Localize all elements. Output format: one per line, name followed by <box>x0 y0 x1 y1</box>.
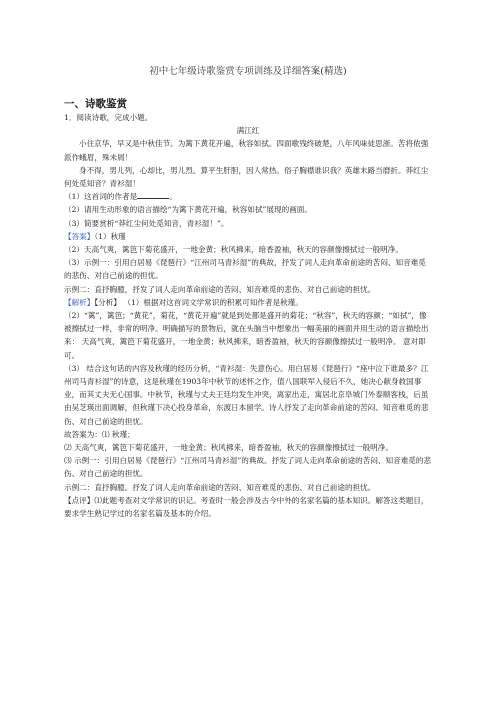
analysis-3: （3） 结合这句话的内容及秋瑾的经历分析，“青衫湿：失意伤心。用白居易《琵琶行》“座中泣下谁最多？江州司马青衫湿”的诗意，这是秋瑾在1903年中秋节的述怀之作，值八国联军入侵后不久，她决心献身救国事业，而其丈夫无心国事。中秋节，秋瑾与丈夫王廷均发生冲突，离家出走，寓居北京阜城门外泰顺客栈，后虽由吴芝瑛出面调解，但秋瑾下决心投身革命，东渡日本留学。诗人抒发了走向革命前途的苦闷、知音难觅的悲伤、对自己前途的担忧。 <box>64 363 429 426</box>
analysis-line-1 <box>64 296 432 309</box>
poem-stanza-1: 小住京华，早又是中秋佳节。为篱下黄花开遍，秋容如拭。四面歌残终破楚，八年风味徒思浙。苦将侬强派作蛾眉，殊未屑！ <box>64 139 429 162</box>
answer-summary-2: ⑵ 天高气爽，篱笆下菊花盛开，一地金黄；秋风拂来，暗香盈袖，秋天的容颜像擦拭过一般明净。 <box>64 443 393 453</box>
answer-line-1 <box>64 230 432 243</box>
answer-summary-3b: 示例二：直抒胸臆。抒发了词人走向革命前途的苦闷、知音难觅的悲伤、对自己前途的担忧。 <box>64 482 376 492</box>
question-intro-text: 1．阅读诗歌，完成小题。 <box>64 113 153 122</box>
sub-question-2: （2）请用生动形象的语言描绘“为篱下黄花开遍，秋容如拭”展现的画面。 <box>64 205 312 215</box>
answer-summary-3: ⑶ 示例一：引用白居易《琵琶行》“江州司马青衫湿”的典故。抒发了词人走向革命前途的苦闷、知音难觅的悲伤、对自己前途的担忧。 <box>64 456 432 479</box>
sub-question-3: （3）简要赏析“莽红尘何处觅知音，青衫湿！”。 <box>64 218 229 228</box>
sub-question-1-text: （1）这首词的作者是 <box>64 192 138 202</box>
answer-1: （1）秋瑾 <box>94 231 126 241</box>
analysis-tag: 【解析】 <box>64 297 95 307</box>
analysis-2: （2）“篱”，篱笆；“黄花”，菊花，“黄花开遍”就是到处都是盛开的菊花；“秋容”，秋天的容颜；“如拭”，像被擦拭过一样，非常的明净。明确描写的景物后，就在头脑当中想象出一幅美丽的画面并用生动的语言描绘出来： 天高气爽，篱笆下菊花盛开，一地金黄；秋风拂来，暗香盈袖，秋天的容颜像擦拭过一般明净。 意对即可。 <box>64 311 429 360</box>
answer-summary-head: 故答案为：⑴ 秋瑾； <box>64 429 135 439</box>
answer-tag: 【答案】 <box>64 231 95 241</box>
answer-2: （2）天高气爽，篱笆下菊花盛开，一地金黄；秋风拂来，暗香盈袖，秋天的容颜像擦拭过一般明净。 <box>64 245 403 255</box>
sub-question-1-end: 。 <box>169 192 177 202</box>
poem-title: 满江红 <box>236 126 260 136</box>
section-heading: 一、诗歌鉴赏 <box>64 98 127 110</box>
analysis-1: （1）根据对这首词文学常识的积累可知作者是秋瑾。 <box>123 297 303 307</box>
sub-question-1 <box>64 190 432 203</box>
answer-3b: 示例二：直抒胸臆，抒发了词人走向革命前途的苦闷、知音难觅的悲伤、对自己前途的担忧。 <box>64 284 376 294</box>
question-intro <box>64 111 432 124</box>
answer-3: （3）示例一：引用白居易《琵琶行》“江州司马青衫湿”的典故，抒发了词人走向革命前途的苦闷、知音难觅的悲伤、对自己前途的担忧。 <box>64 258 426 281</box>
document-title: 初中七年级诗歌鉴赏专项训练及详细答案(精选) <box>149 66 347 77</box>
comment: 【点评】⑴此题考查对文学常识的识记。考查时一般会涉及古今中外的名家名篇的基本知识。解答这类题目，要求学生熟记学过的名家名篇及基本的介绍。 <box>64 495 429 519</box>
answer-blank <box>137 190 169 199</box>
poem-stanza-2: 身不得，男儿列，心却比，男儿烈。算平生肝胆，因人常热。俗子胸襟谁识我？英雄末路当磨折。莽红尘何处觅知音？青衫湿！ <box>64 165 429 189</box>
document-body <box>64 111 432 520</box>
analysis-fenxi-tag: 【分析】 <box>94 297 121 307</box>
